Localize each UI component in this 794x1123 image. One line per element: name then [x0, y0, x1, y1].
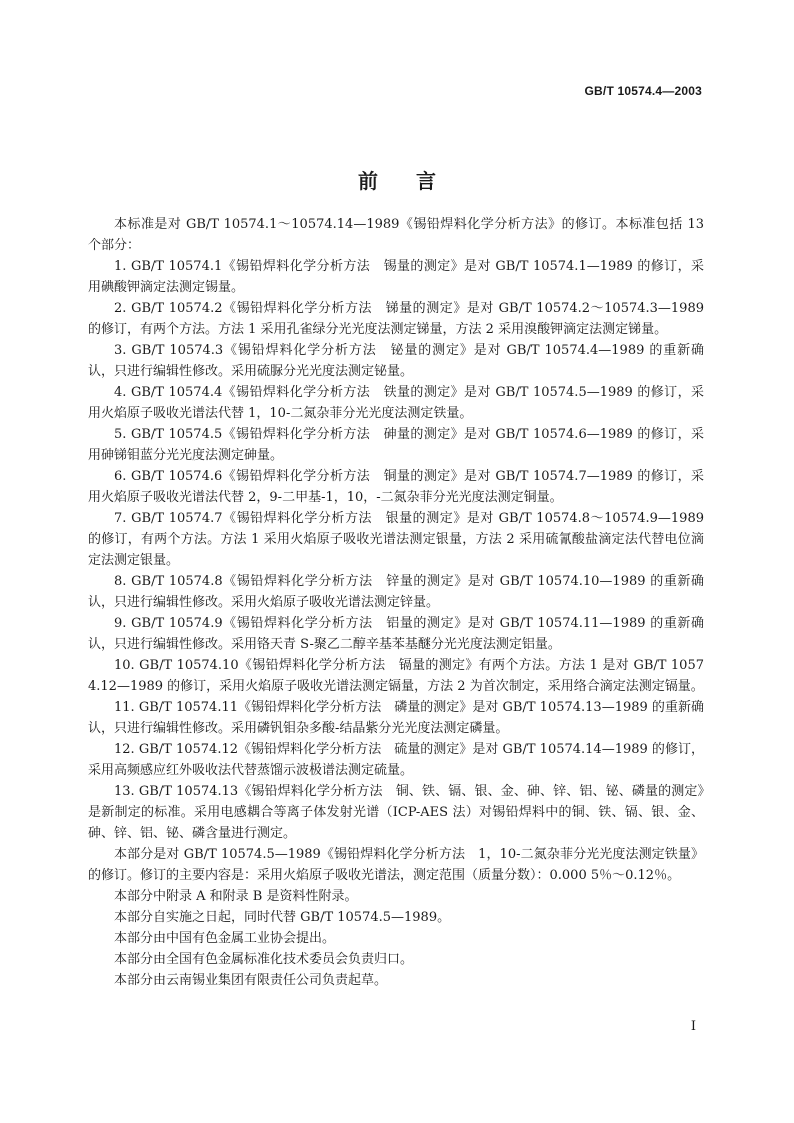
- page-title: 前言: [358, 169, 474, 194]
- list-item-1: 1. GB/T 10574.1《锡铅焊料化学分析方法 锡量的测定》是对 GB/T 10574.1—1989 的修订，采用碘酸钾滴定法测定锡量。: [88, 259, 704, 295]
- list-item-3: 3. GB/T 10574.3《锡铅焊料化学分析方法 铋量的测定》是对 GB/T 10574.4—1989 的重新确认，只进行编辑性修改。采用硫脲分光光度法测定铋量。: [88, 343, 704, 379]
- appendix-note: 本部分中附录 A 和附录 B 是资料性附录。: [114, 889, 358, 904]
- standard-code: GB/T 10574.4—2003: [584, 84, 702, 98]
- list-item-5: 5. GB/T 10574.5《锡铅焊料化学分析方法 砷量的测定》是对 GB/T 10574.6—1989 的修订，采用砷锑钼蓝分光光度法测定砷量。: [88, 427, 704, 463]
- list-item-2: 2. GB/T 10574.2《锡铅焊料化学分析方法 锑量的测定》是对 GB/T 10574.2～10574.3—1989 的修订，有两个方法。方法 1 采用孔雀绿分光光度法测定锑量，方法 2 采用溴酸钾滴定法测定锑量。: [88, 301, 704, 337]
- list-item-8: 8. GB/T 10574.8《锡铅焊料化学分析方法 锌量的测定》是对 GB/T 10574.10—1989 的重新确认，只进行编辑性修改。采用火焰原子吸收光谱法测定锌量。: [88, 574, 704, 610]
- replacement-note: 本部分自实施之日起，同时代替 GB/T 10574.5—1989。: [114, 910, 451, 925]
- committee-note: 本部分由全国有色金属标准化技术委员会负责归口。: [114, 952, 414, 967]
- list-item-11: 11. GB/T 10574.11《锡铅焊料化学分析方法 磷量的测定》是对 GB/T 10574.13—1989 的重新确认，只进行编辑性修改。采用磷钒钼杂多酸-结晶紫分光光度法测定磷量。: [88, 700, 704, 736]
- foreword-body: [88, 214, 704, 991]
- list-item-6: 6. GB/T 10574.6《锡铅焊料化学分析方法 铜量的测定》是对 GB/T 10574.7—1989 的修订，采用火焰原子吸收光谱法代替 2，9-二甲基-1，10，-二氮杂菲分光光度法测定铜量。: [88, 469, 704, 505]
- list-item-7: 7. GB/T 10574.7《锡铅焊料化学分析方法 银量的测定》是对 GB/T 10574.8～10574.9—1989 的修订，有两个方法。方法 1 采用火焰原子吸收光谱法测定银量，方法 2 采用硫氰酸盐滴定法代替电位滴定法测定银量。: [88, 511, 704, 568]
- drafter-note: 本部分由云南锡业集团有限责任公司负责起草。: [114, 973, 388, 988]
- proposer-note: 本部分由中国有色金属工业协会提出。: [114, 931, 336, 946]
- revision-paragraph: 本部分是对 GB/T 10574.5—1989《锡铅焊料化学分析方法 1，10-二氮杂菲分光光度法测定铁量》的修订。修订的主要内容是：采用火焰原子吸收光谱法，测定范围（质量分数）：0.000 5％～0.12％。: [88, 847, 704, 883]
- list-item-4: 4. GB/T 10574.4《锡铅焊料化学分析方法 铁量的测定》是对 GB/T 10574.5—1989 的修订，采用火焰原子吸收光谱法代替 1，10-二氮杂菲分光光度法测定铁量。: [88, 385, 704, 421]
- list-item-13: 13. GB/T 10574.13《锡铅焊料化学分析方法 铜、铁、镉、银、金、砷、锌、铝、铋、磷量的测定》是新制定的标准。采用电感耦合等离子体发射光谱（ICP-AES 法）对锡铅焊料中的铜、铁、镉、银、金、砷、锌、铝、铋、磷含量进行测定。: [88, 784, 704, 841]
- intro-paragraph: 本标准是对 GB/T 10574.1～10574.14—1989《锡铅焊料化学分析方法》的修订。本标准包括 13 个部分：: [88, 217, 704, 253]
- list-item-12: 12. GB/T 10574.12《锡铅焊料化学分析方法 硫量的测定》是对 GB/T 10574.14—1989 的修订，采用高频感应红外吸收法代替蒸馏示波极谱法测定硫量。: [88, 742, 704, 778]
- list-item-10: 10. GB/T 10574.10《锡铅焊料化学分析方法 镉量的测定》有两个方法。方法 1 是对 GB/T 10574.12—1989 的修订，采用火焰原子吸收光谱法测定镉量，方法 2 为首次制定，采用络合滴定法测定镉量。: [88, 658, 704, 694]
- page-number: I: [690, 1019, 696, 1034]
- list-item-9: 9. GB/T 10574.9《锡铅焊料化学分析方法 铝量的测定》是对 GB/T 10574.11—1989 的重新确认，只进行编辑性修改。采用铬天青 S-聚乙二醇辛基苯基醚分光光度法测定铝量。: [88, 616, 704, 652]
